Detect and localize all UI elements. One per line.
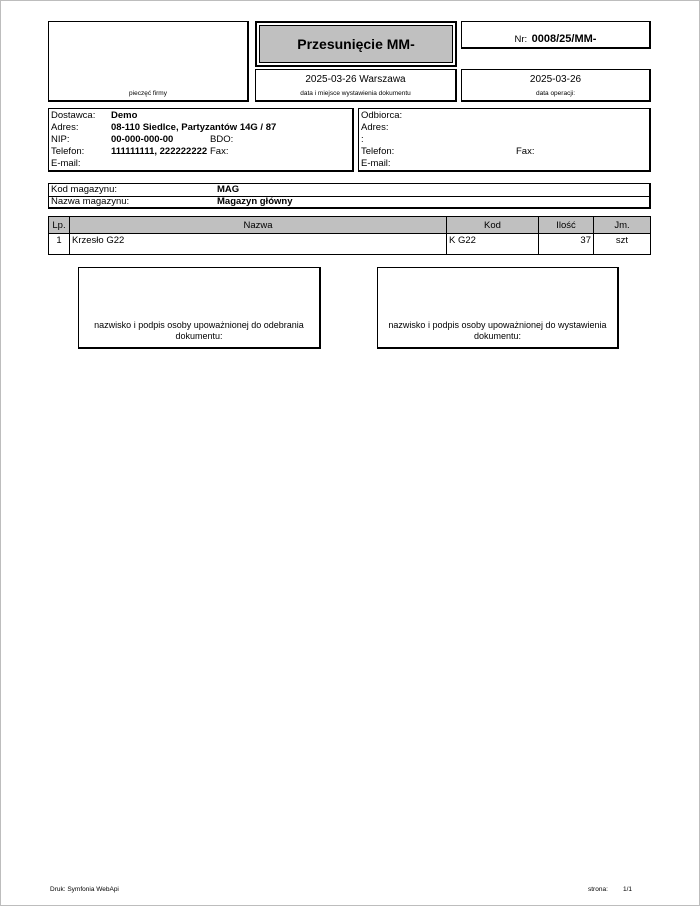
- recipient-phone-label: Telefon:: [361, 146, 395, 157]
- document-number-line: [462, 29, 649, 47]
- table-row-name: Krzesło G22: [69, 234, 447, 255]
- issuer-signature-label: nazwisko i podpis osoby upoważnionej do wystawienia dokumentu:: [388, 320, 607, 341]
- recipient-colon: :: [361, 134, 364, 145]
- receiver-signature-box: [78, 267, 321, 349]
- table-header-unit: Jm.: [593, 216, 651, 234]
- operation-date: 2025-03-26: [529, 74, 582, 85]
- document-number-value: 0008/25/MM-: [531, 33, 597, 45]
- issue-date-place-label: data i miejsce wystawienia dokumentu: [300, 90, 411, 97]
- supplier-address-label: Adres:: [51, 122, 79, 133]
- supplier-name: Demo: [111, 110, 138, 121]
- supplier-title-label: Dostawca:: [51, 110, 96, 121]
- document-title-inner: [259, 25, 453, 63]
- table-header-name: Nazwa: [69, 216, 447, 234]
- issue-date-box: [255, 69, 457, 102]
- warehouse-code: MAG: [217, 184, 240, 195]
- supplier-phone-label: Telefon:: [51, 146, 85, 157]
- footer-page-label: strona:: [588, 886, 608, 893]
- table-header-code: Kod: [446, 216, 539, 234]
- recipient-fax-label: Fax:: [516, 146, 535, 157]
- supplier-nip-label: NIP:: [51, 134, 70, 145]
- supplier-bdo-label: BDO:: [210, 134, 234, 145]
- company-stamp-box: [48, 21, 249, 102]
- supplier-fax-label: Fax:: [210, 146, 229, 157]
- warehouse-name: Magazyn główny: [217, 196, 293, 207]
- issue-date-place: 2025-03-26 Warszawa: [305, 74, 406, 85]
- warehouse-name-label: Nazwa magazynu:: [51, 196, 130, 207]
- recipient-address-label: Adres:: [361, 122, 389, 133]
- warehouse-divider: [49, 196, 649, 197]
- supplier-phone: 111111111, 222222222: [111, 146, 208, 157]
- supplier-box: [48, 108, 354, 172]
- document-number-label: Nr:: [514, 34, 528, 45]
- table-header-lp: Lp.: [48, 216, 70, 234]
- warehouse-box: [48, 183, 651, 209]
- operation-date-box: [461, 69, 651, 102]
- issuer-signature-box: [377, 267, 619, 349]
- supplier-address: 08-110 Siedlce, Partyzantów 14G / 87: [111, 122, 277, 133]
- warehouse-code-label: Kod magazynu:: [51, 184, 118, 195]
- recipient-box: [358, 108, 651, 172]
- supplier-email-label: E-mail:: [51, 158, 81, 169]
- document-title-box: [255, 21, 457, 67]
- table-row-qty: 37: [538, 234, 594, 255]
- table-row-unit: szt: [593, 234, 651, 255]
- footer-print-label: Druk: Symfonia WebApi: [50, 886, 119, 893]
- table-row-code: K G22: [446, 234, 539, 255]
- document-number-box: [461, 21, 651, 49]
- recipient-title-label: Odbiorca:: [361, 110, 403, 121]
- document-title: Przesunięcie MM-: [297, 36, 415, 52]
- receiver-signature-label: nazwisko i podpis osoby upoważnionej do odebrania dokumentu:: [94, 320, 304, 341]
- operation-date-label: data operacji:: [535, 90, 576, 97]
- table-header-qty: Ilość: [538, 216, 594, 234]
- table-row-lp: 1: [48, 234, 70, 255]
- footer-page-value: 1/1: [623, 886, 633, 893]
- supplier-nip: 00-000-000-00: [111, 134, 174, 145]
- company-stamp-label: pieczęć firmy: [129, 90, 167, 97]
- recipient-email-label: E-mail:: [361, 158, 391, 169]
